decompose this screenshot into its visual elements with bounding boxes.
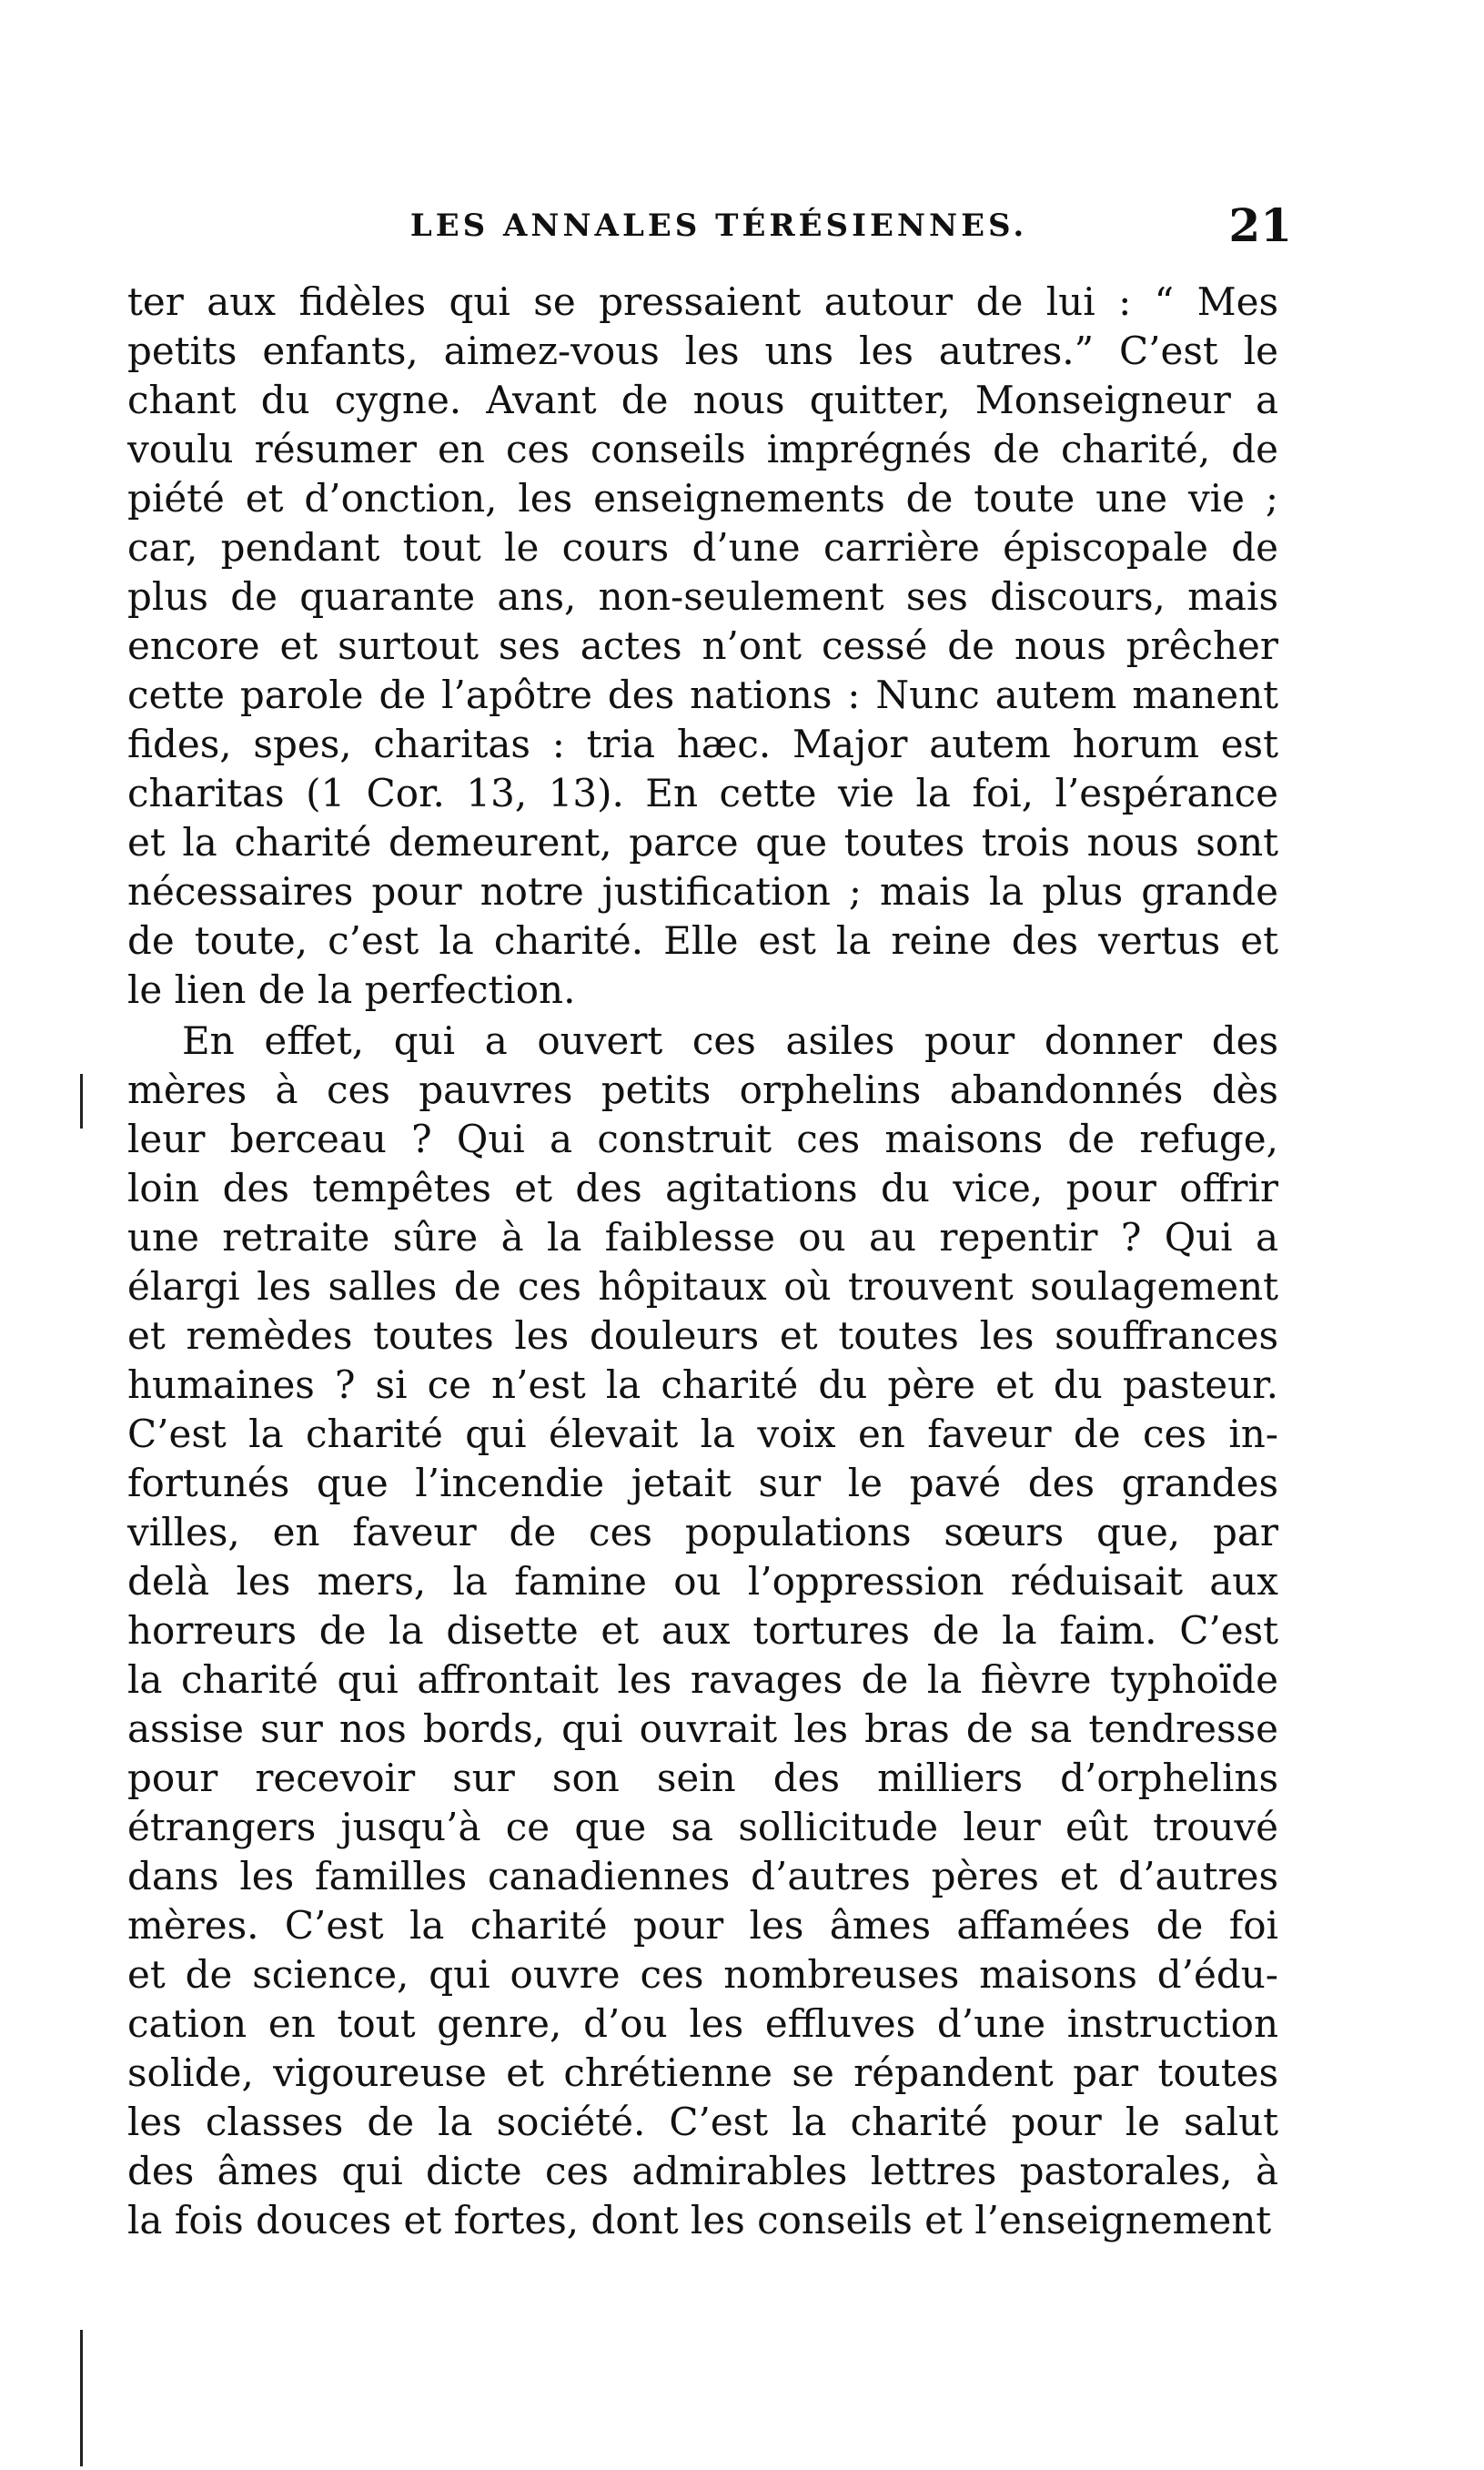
text-line: En effet, qui a ouvert ces asiles pour donner des <box>182 1018 1278 1063</box>
text-line: voulu résumer en ces conseils imprégnés de charité, de <box>127 427 1278 471</box>
text-line: une retraite sûre à la faiblesse ou au repentir ? Qui a <box>127 1215 1278 1260</box>
margin-rule-bottom <box>80 2330 83 2466</box>
text-line: les classes de la société. C’est la charité pour le salut <box>127 2100 1278 2144</box>
text-line: de toute, c’est la charité. Elle est la reine des vertus et <box>127 918 1278 963</box>
text-line: et la charité demeurent, parce que toutes trois nous sont <box>127 820 1278 865</box>
text-line: solide, vigoureuse et chrétienne se répandent par toutes <box>127 2050 1278 2095</box>
text-line: loin des tempêtes et des agitations du vice, pour offrir <box>127 1166 1278 1210</box>
text-line: fides, spes, charitas : tria hæc. Major autem horum est <box>127 722 1278 766</box>
text-line: et de science, qui ouvre ces nombreuses maisons d’édu- <box>127 1952 1278 1997</box>
body-text <box>127 278 1278 2245</box>
paragraph-1 <box>127 278 1278 1015</box>
text-line: la fois douces et fortes, dont les conseils et l’enseignement <box>127 2198 1272 2242</box>
page-number: 21 <box>1228 198 1292 252</box>
text-line: cation en tout genre, d’ou les effluves d’une instruction <box>127 2001 1278 2046</box>
text-line: mères à ces pauvres petits orphelins abandonnés dès <box>127 1068 1278 1112</box>
text-line: élargi les salles de ces hôpitaux où trouvent soulagement <box>127 1264 1278 1309</box>
text-line: chant du cygne. Avant de nous quitter, Monseigneur a <box>127 378 1278 422</box>
text-line: le lien de la perfection. <box>127 967 576 1012</box>
running-title: LES ANNALES TÉRÉSIENNES. <box>409 208 1028 244</box>
text-line: plus de quarante ans, non-seulement ses discours, mais <box>127 574 1278 619</box>
text-line: charitas (1 Cor. 13, 13). En cette vie la foi, l’espérance <box>127 771 1278 815</box>
text-line: car, pendant tout le cours d’une carrière épiscopale de <box>127 525 1278 570</box>
text-line: delà les mers, la famine ou l’oppression réduisait aux <box>127 1559 1278 1604</box>
text-line: cette parole de l’apôtre des nations : Nunc autem manent <box>127 673 1278 717</box>
text-line: nécessaires pour notre justification ; mais la plus grande <box>127 869 1278 914</box>
text-line: horreurs de la disette et aux tortures de la faim. C’est <box>127 1608 1278 1653</box>
text-line: et remèdes toutes les douleurs et toutes les souffrances <box>127 1313 1278 1358</box>
text-line: villes, en faveur de ces populations sœurs que, par <box>127 1510 1278 1554</box>
text-line: petits enfants, aimez-vous les uns les autres.” C’est le <box>127 329 1278 373</box>
text-line: dans les familles canadiennes d’autres pères et d’autres <box>127 1854 1278 1898</box>
text-line: assise sur nos bords, qui ouvrait les bras de sa tendresse <box>127 1706 1278 1751</box>
page-header <box>127 198 1310 262</box>
text-line: pour recevoir sur son sein des milliers d’orphelins <box>127 1756 1278 1800</box>
text-line: piété et d’onction, les enseignements de toute une vie ; <box>127 476 1278 521</box>
text-line: mères. C’est la charité pour les âmes affamées de foi <box>127 1903 1278 1948</box>
paragraph-2 <box>127 1017 1278 2245</box>
text-line: des âmes qui dicte ces admirables lettres pastorales, à <box>127 2149 1278 2193</box>
text-line: fortunés que l’incendie jetait sur le pavé des grandes <box>127 1461 1278 1505</box>
text-line: humaines ? si ce n’est la charité du père et du pasteur. <box>127 1362 1278 1407</box>
text-line: la charité qui affrontait les ravages de la fièvre typhoïde <box>127 1657 1278 1702</box>
text-line: encore et surtout ses actes n’ont cessé de nous prêcher <box>127 623 1278 668</box>
text-line: étrangers jusqu’à ce que sa sollicitude leur eût trouvé <box>127 1805 1278 1849</box>
text-line: ter aux fidèles qui se pressaient autour de lui : “ Mes <box>127 279 1278 324</box>
text-line: C’est la charité qui élevait la voix en faveur de ces in- <box>127 1412 1278 1456</box>
margin-rule-top <box>80 1074 83 1129</box>
text-line: leur berceau ? Qui a construit ces maisons de refuge, <box>127 1117 1278 1161</box>
